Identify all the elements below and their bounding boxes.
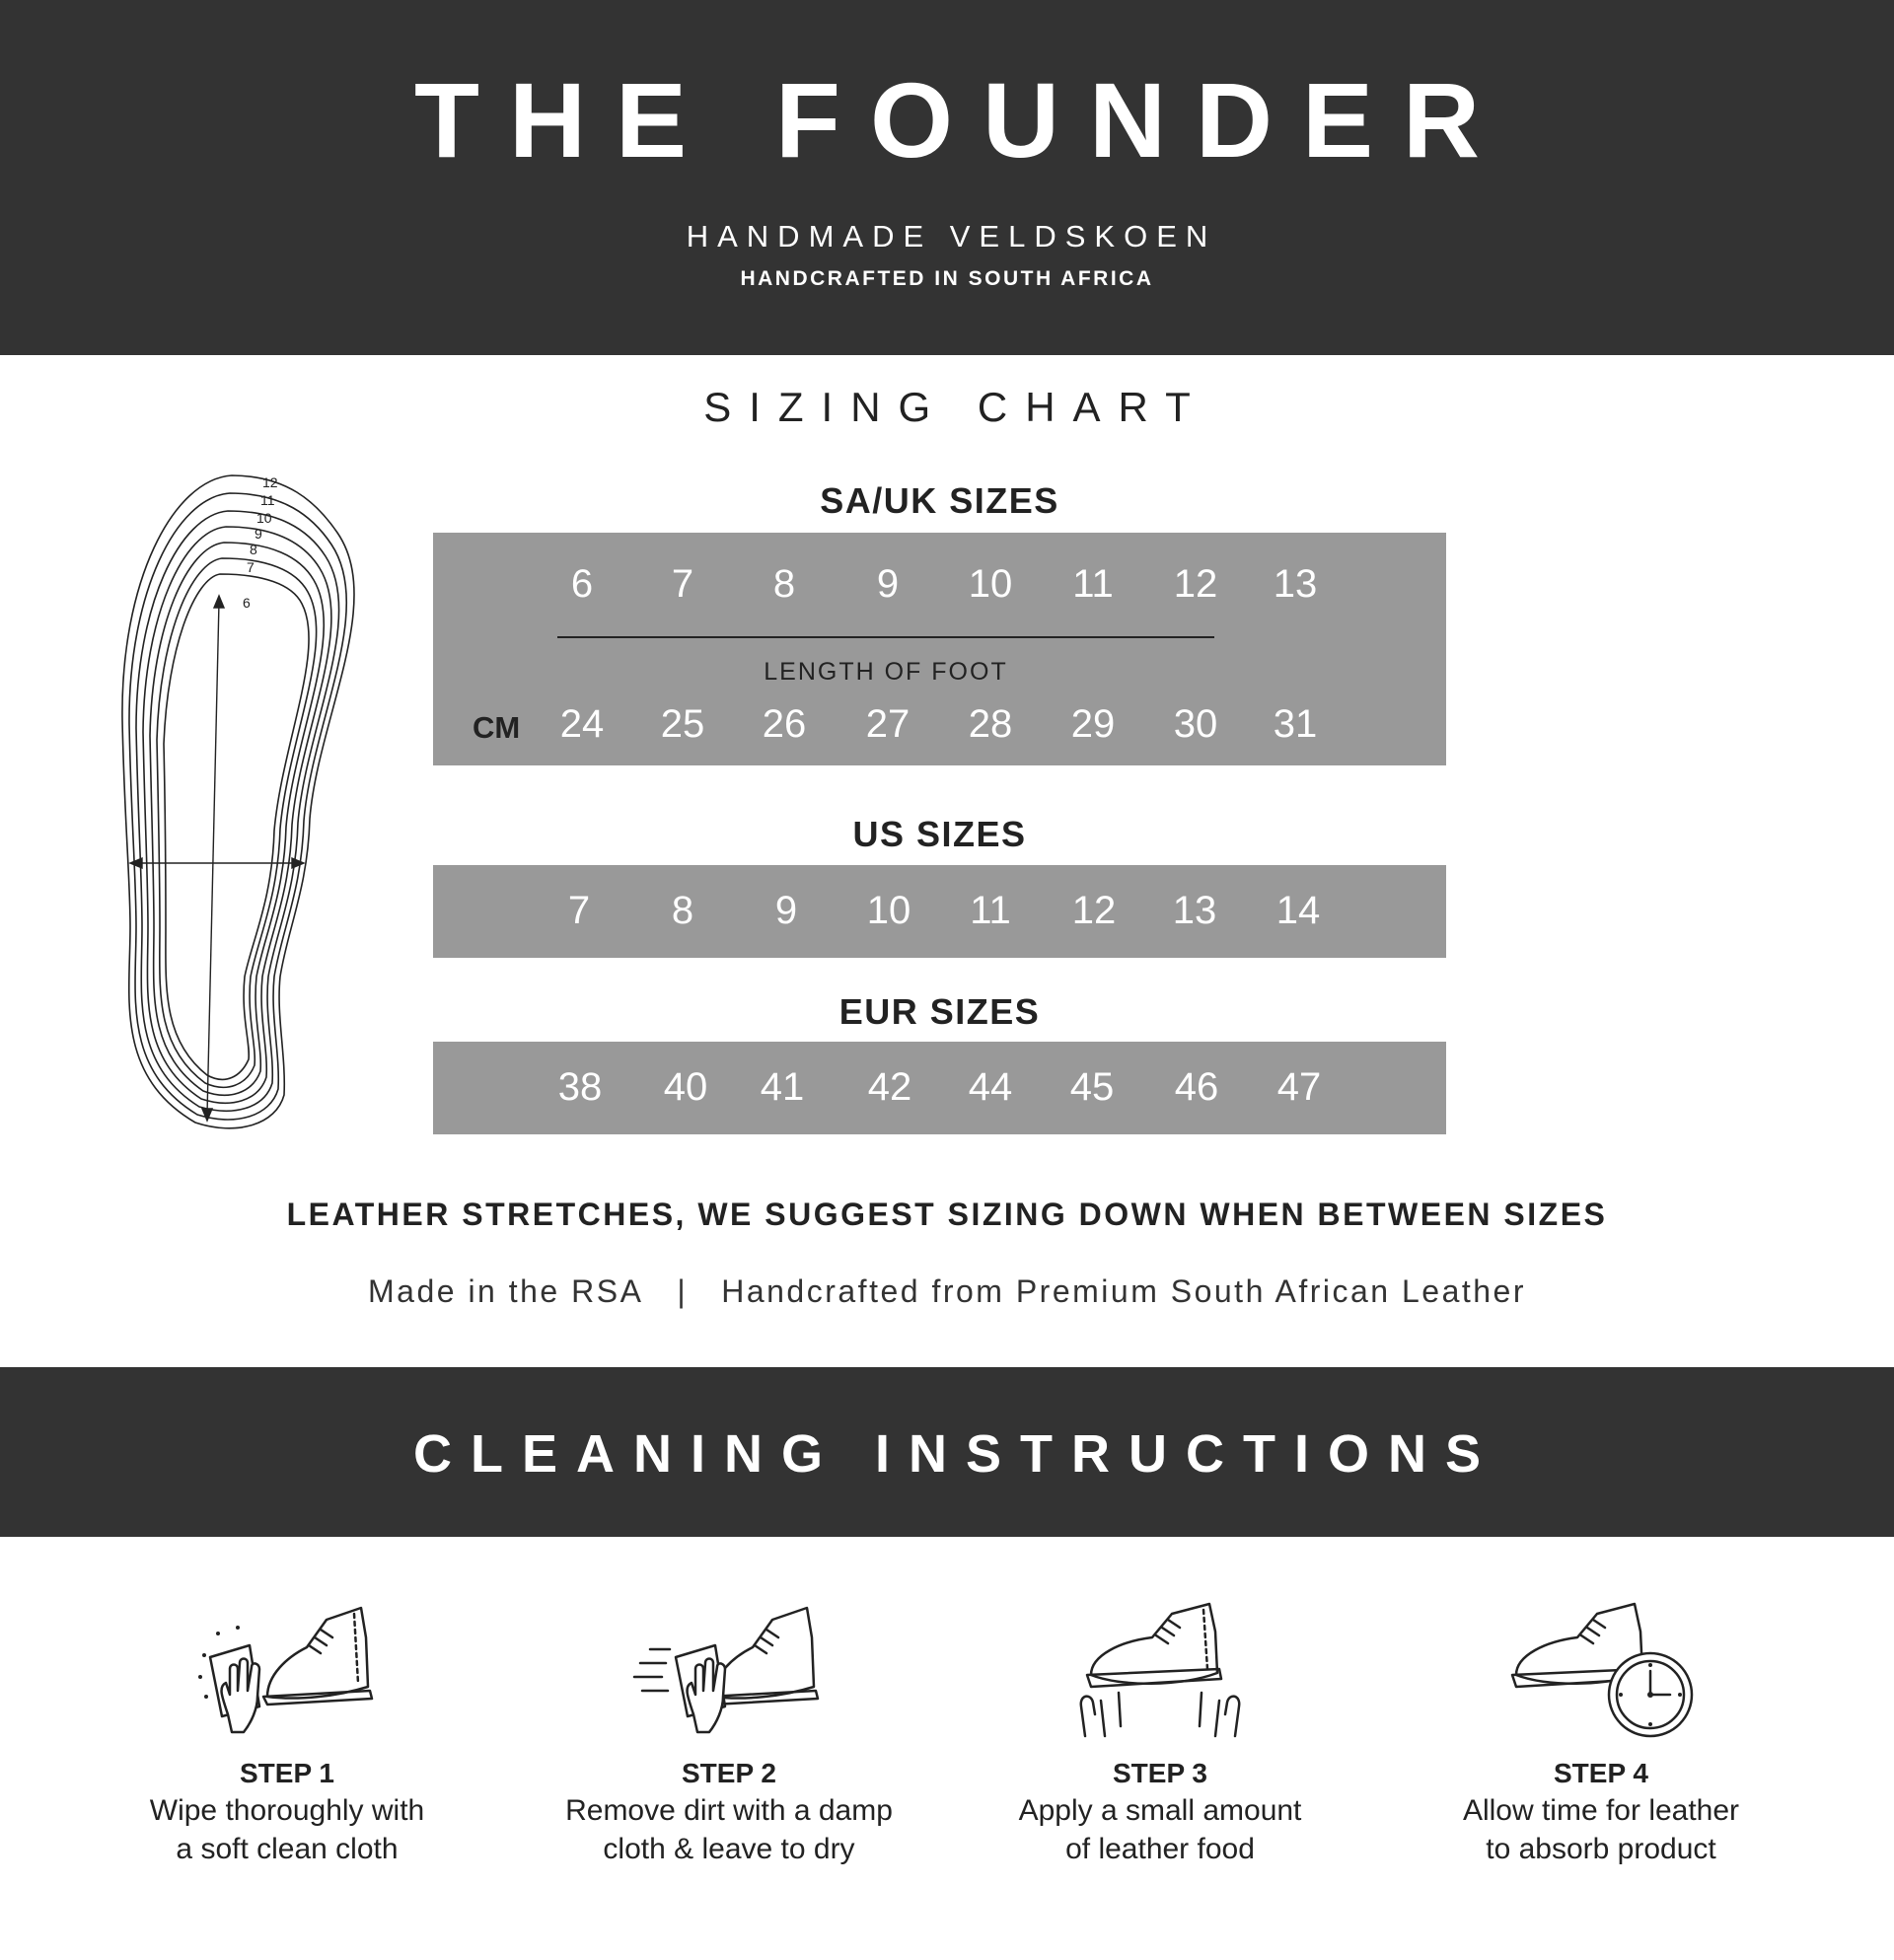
cleaning-step-2 [522, 1598, 936, 1868]
brand-title: THE FOUNDER [414, 60, 1509, 180]
cleaning-step-4 [1394, 1598, 1808, 1868]
step-text: Wipe thoroughly with [149, 1794, 425, 1827]
divider-rule [557, 636, 1214, 638]
sa-uk-size: 11 [1072, 562, 1114, 606]
sa-uk-sizes-title: SA/UK SIZES [820, 480, 1059, 521]
step-label: STEP 3 [1113, 1758, 1207, 1788]
us-size: 9 [774, 889, 798, 932]
sizing-chart-title: SIZING CHART [703, 384, 1208, 430]
foot-size-label: 11 [260, 492, 275, 508]
brand-tagline: HANDMADE VELDSKOEN [686, 219, 1217, 254]
sa-uk-size: 7 [671, 562, 694, 606]
sa-uk-size: 13 [1273, 562, 1318, 606]
sa-uk-size: 12 [1173, 562, 1218, 606]
us-sizes-title: US SIZES [852, 814, 1027, 854]
eur-size: 45 [1069, 1065, 1115, 1109]
foot-length-cm: 31 [1273, 702, 1318, 746]
foot-size-label: 8 [250, 542, 257, 557]
sa-uk-size: 9 [876, 562, 900, 606]
eur-size: 40 [663, 1065, 708, 1109]
us-size: 14 [1275, 889, 1321, 932]
foot-length-cm: 28 [968, 702, 1013, 746]
step-text: Allow time for leather [1462, 1794, 1740, 1827]
foot-length-cm: 26 [762, 702, 807, 746]
foot-size-label: 12 [262, 474, 278, 490]
sa-uk-size: 6 [570, 562, 594, 606]
eur-size: 38 [557, 1065, 603, 1109]
eur-size: 47 [1276, 1065, 1322, 1109]
damp-cloth-boot-icon [630, 1598, 828, 1746]
us-size: 7 [567, 889, 591, 932]
eur-size: 41 [760, 1065, 805, 1109]
foot-size-label: 9 [255, 526, 262, 542]
cm-unit-label: CM [473, 710, 521, 745]
foot-length-cm: 30 [1173, 702, 1218, 746]
cleaning-step-3 [953, 1598, 1367, 1868]
made-in-rsa: Made in the RSA [368, 1273, 644, 1309]
eur-size: 44 [968, 1065, 1013, 1109]
hands-boot-icon [1061, 1598, 1259, 1746]
hand-wipe-boot-icon [188, 1598, 386, 1746]
leather-origin: Handcrafted from Premium South African Leather [721, 1273, 1526, 1309]
eur-sizes-title: EUR SIZES [838, 991, 1041, 1032]
us-size: 13 [1172, 889, 1217, 932]
cleaning-title: CLEANING INSTRUCTIONS [413, 1424, 1499, 1484]
step-text: cloth & leave to dry [603, 1833, 855, 1865]
sizing-advice: LEATHER STRETCHES, WE SUGGEST SIZING DOWN WHEN BETWEEN SIZES [286, 1197, 1608, 1232]
brand-origin: HANDCRAFTED IN SOUTH AFRICA [740, 267, 1154, 290]
us-size-band [433, 865, 1446, 958]
length-of-foot-label: LENGTH OF FOOT [764, 658, 1008, 686]
cleaning-step-1 [80, 1598, 494, 1868]
step-label: STEP 1 [240, 1758, 334, 1788]
us-size: 12 [1071, 889, 1117, 932]
step-label: STEP 4 [1554, 1758, 1648, 1788]
sa-uk-size-band [433, 533, 1446, 765]
cleaning-banner [0, 1367, 1894, 1537]
step-text: a soft clean cloth [176, 1833, 399, 1865]
sa-uk-size: 8 [772, 562, 796, 606]
separator: | [677, 1273, 689, 1309]
foot-outline-icon [109, 464, 395, 1134]
step-label: STEP 2 [682, 1758, 776, 1788]
sa-uk-size: 10 [968, 562, 1013, 606]
foot-length-cm: 29 [1070, 702, 1116, 746]
step-text: Remove dirt with a damp [565, 1794, 893, 1827]
eur-size-band [433, 1042, 1446, 1134]
foot-length-cm: 25 [660, 702, 705, 746]
us-size: 10 [866, 889, 911, 932]
eur-size: 42 [867, 1065, 912, 1109]
us-size: 8 [671, 889, 694, 932]
foot-size-label: 7 [247, 559, 255, 575]
foot-size-label: 6 [243, 595, 251, 611]
us-size: 11 [970, 889, 1011, 932]
eur-size: 46 [1174, 1065, 1219, 1109]
step-text: to absorb product [1486, 1833, 1716, 1865]
foot-length-cm: 27 [865, 702, 911, 746]
header-banner [0, 0, 1894, 355]
made-in-line [0, 1270, 1894, 1312]
foot-size-label: 10 [256, 510, 272, 526]
step-text: Apply a small amount [1018, 1794, 1302, 1827]
boot-clock-icon [1502, 1598, 1700, 1746]
foot-length-cm: 24 [559, 702, 605, 746]
step-text: of leather food [1065, 1833, 1255, 1865]
